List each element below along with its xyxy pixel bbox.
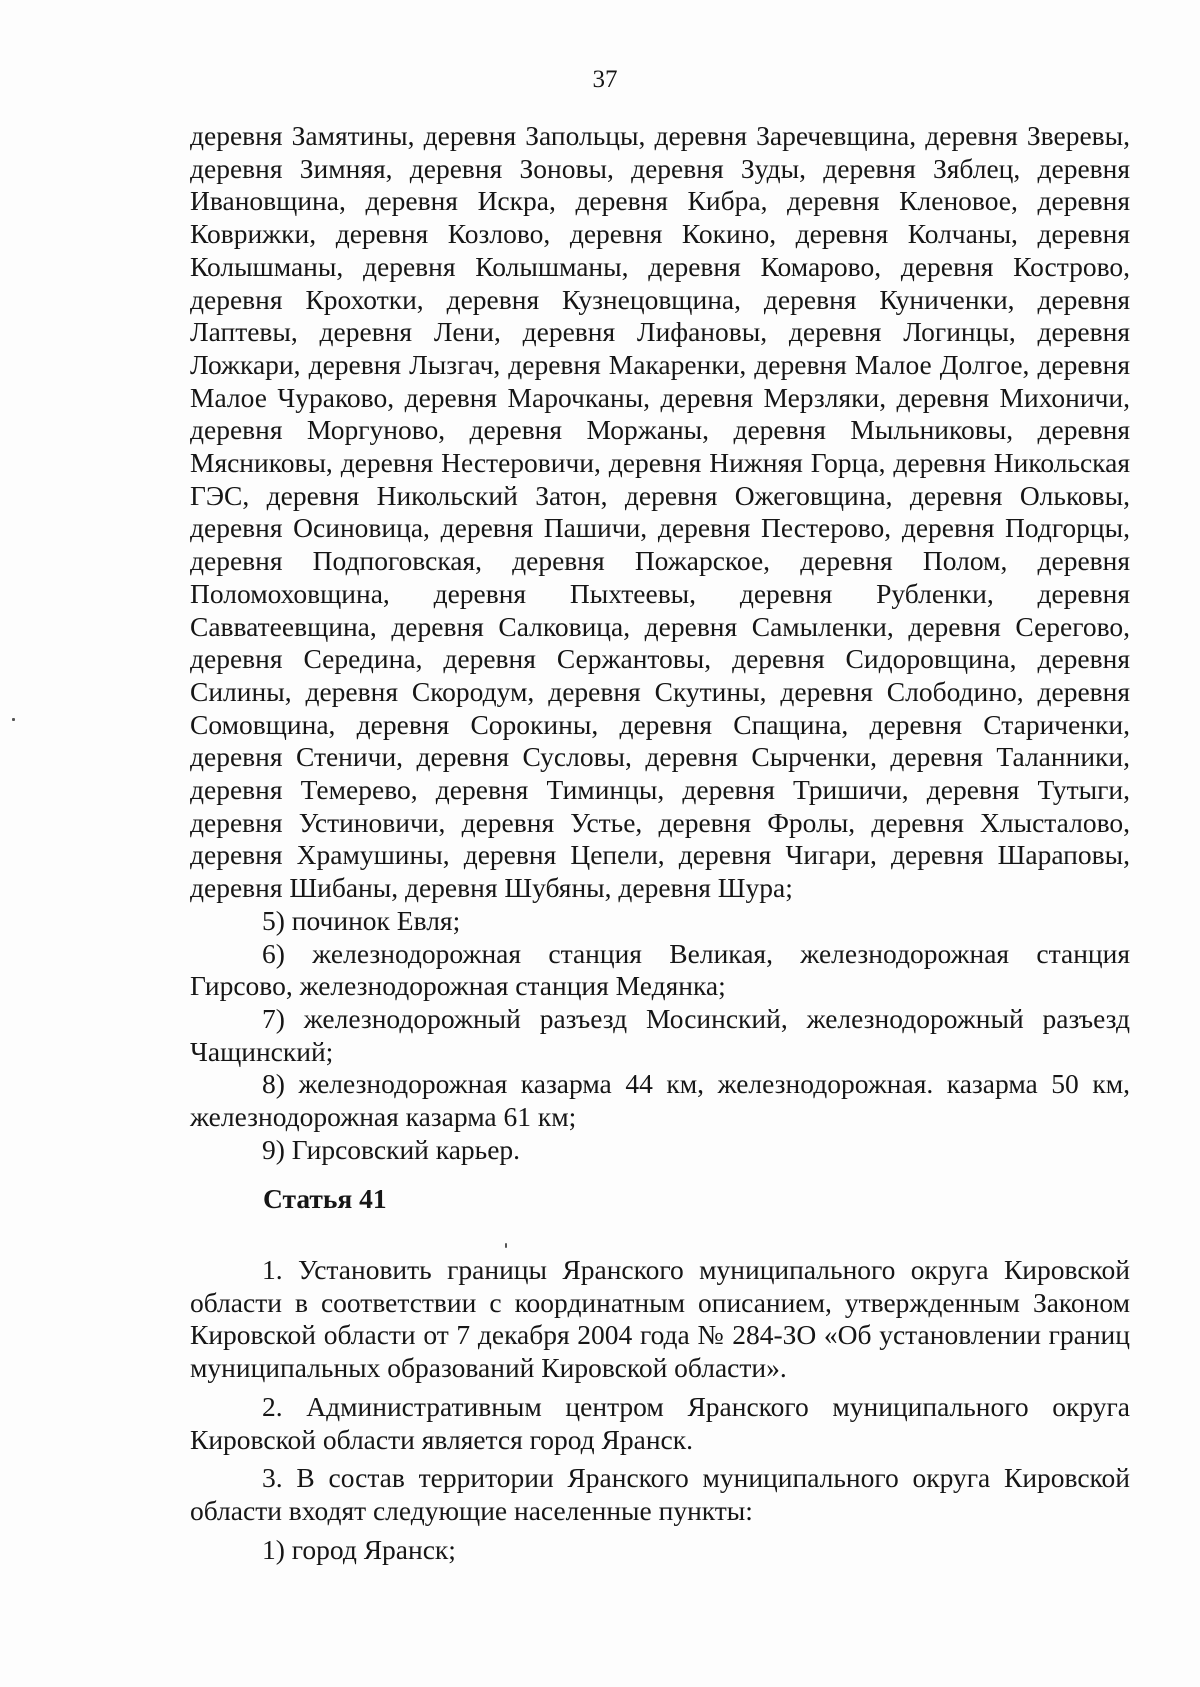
- list-item: 8) железнодорожная казарма 44 км, железнодорожная. казарма 50 км, железнодорожная казарма 61 км;: [190, 1068, 1130, 1133]
- settlement-list-continuation: деревня Замятины, деревня Запольцы, деревня Заречевщина, деревня Зверевы, деревня Зимняя, деревня Зоновы, деревня Зуды, деревня Зяблец, деревня Ивановщина, деревня Искра, деревня Кибра, деревня Кленовое, деревня Коврижки, деревня Козлово, деревня Кокино, деревня Колчаны, деревня Колышманы, деревня Колышманы, деревня Комарово, деревня Кострово, деревня Крохотки, деревня Кузнецовщина, деревня Куниченки, деревня Лаптевы, деревня Лени, деревня Лифановы, деревня Логинцы, деревня Ложкари, деревня Лызгач, деревня Макаренки, деревня Малое Долгое, деревня Малое Чураково, деревня Марочканы, деревня Мерзляки, деревня Михоничи, деревня Моргуново, деревня Моржаны, деревня Мыльниковы, деревня Мясниковы, деревня Нестеровичи, деревня Нижняя Горца, деревня Никольская ГЭС, деревня Никольский Затон, деревня Ожеговщина, деревня Ольковы, деревня Осиновица, деревня Пашичи, деревня Пестерово, деревня Подгорцы, деревня Подпоговская, деревня Пожарское, деревня Полом, деревня Поломоховщина, деревня Пыхтеевы, деревня Рубленки, деревня Савватеевщина, деревня Салковица, деревня Самыленки, деревня Серегово, деревня Середина, деревня Сержантовы, деревня Сидоровщина, деревня Силины, деревня Скородум, деревня Скутины, деревня Слободино, деревня Сомовщина, деревня Сорокины, деревня Спащина, деревня Стариченки, деревня Стеничи, деревня Сусловы, деревня Сырченки, деревня Таланники, деревня Темерево, деревня Тиминцы, деревня Тришичи, деревня Тутыги, деревня Устиновичи, деревня Устье, деревня Фролы, деревня Хлысталово, деревня Храмушины, деревня Цепели, деревня Чигари, деревня Шараповы, деревня Шибаны, деревня Шубяны, деревня Шура;: [190, 120, 1130, 904]
- article-paragraph: 3. В состав территории Яранского муниципального округа Кировской области входят следующие населенные пункты:: [190, 1462, 1130, 1526]
- article-paragraph: 1) город Яранск;: [262, 1533, 456, 1565]
- settlement-list-section: [190, 120, 1130, 1167]
- article-heading: Статья 41: [263, 1183, 387, 1214]
- article-body: [190, 1254, 1130, 1572]
- article-paragraph: 2. Административным центром Яранского муниципального округа Кировской области является город Яранск.: [190, 1390, 1130, 1455]
- scan-speck: [12, 718, 15, 721]
- article-paragraph: 1. Установить границы Яранского муниципального округа Кировской области в соответствии с координатным описанием, утвержденным Законом Кировской области от 7 декабря 2004 года № 284-ЗО «Об установлении границ муниципальных образований Кировской области».: [190, 1254, 1130, 1384]
- list-item: 7) железнодорожный разъезд Мосинский, железнодорожный разъезд Чащинский;: [190, 1002, 1130, 1067]
- list-item: 9) Гирсовский карьер.: [262, 1133, 521, 1165]
- scan-speck: [505, 1243, 507, 1248]
- list-item: 6) железнодорожная станция Великая, железнодорожная станция Гирсово, железнодорожная станция Медянка;: [190, 937, 1130, 1002]
- page-number: 37: [592, 66, 618, 93]
- list-item: 5) починок Евля;: [262, 904, 461, 936]
